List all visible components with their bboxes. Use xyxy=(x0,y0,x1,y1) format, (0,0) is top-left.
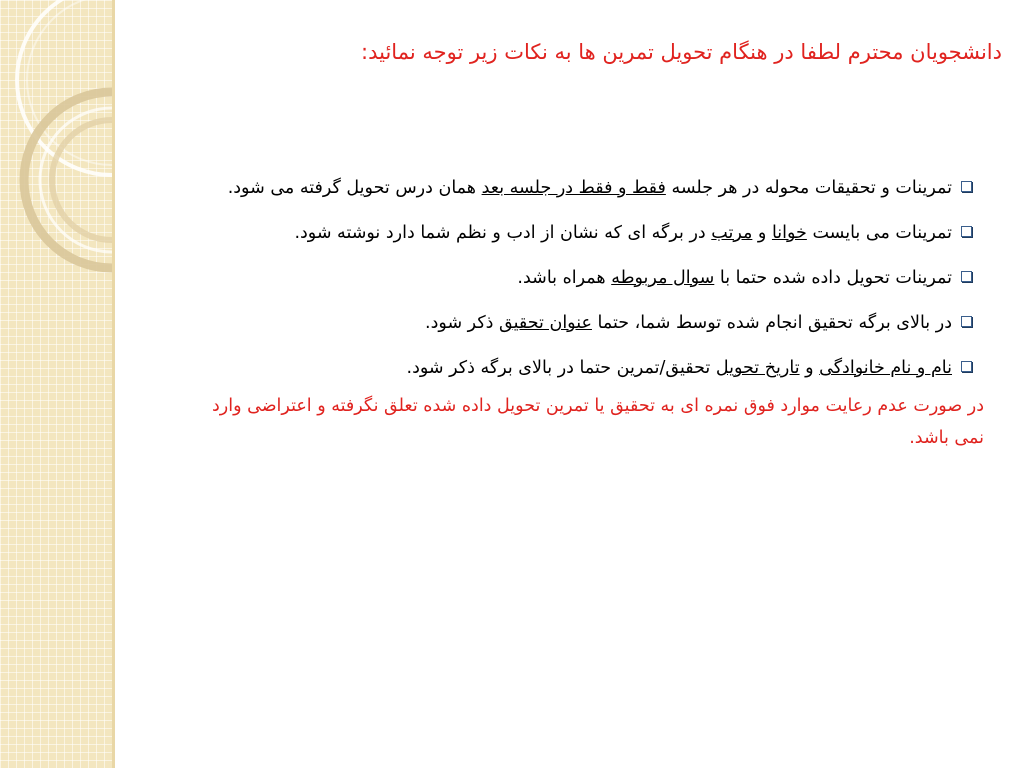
list-item xyxy=(180,352,974,384)
checkbox-square-icon xyxy=(961,181,972,192)
instructions-list xyxy=(180,172,974,384)
side-decoration-panel xyxy=(0,0,112,768)
item-text: تمرینات و تحقیقات محوله در هر جلسه فقط و فقط در جلسه بعد همان درس تحویل گرفته می شود. xyxy=(227,178,952,198)
item-text: تمرینات می بایست خوانا و مرتب در برگه ای که نشان از ادب و نظم شما دارد نوشته شود. xyxy=(294,223,952,243)
side-panel-edge xyxy=(112,0,115,768)
checkbox-square-icon xyxy=(961,316,972,327)
item-text: نام و نام خانوادگی و تاریخ تحویل تحقیق/تمرین حتما در بالای برگه ذکر شود. xyxy=(406,358,952,378)
checkbox-square-icon xyxy=(961,361,972,372)
page-title: دانشجویان محترم لطفا در هنگام تحویل تمرین ها به نکات زیر توجه نمائید: xyxy=(361,40,1002,64)
list-item xyxy=(180,172,974,204)
slide-body xyxy=(180,172,984,454)
warning-note: در صورت عدم رعایت موارد فوق نمره ای به تحقیق یا تمرین تحویل داده شده تعلق نگرفته و اعتراضی وارد نمی باشد. xyxy=(211,396,984,448)
item-text: تمرینات تحویل داده شده حتما با سوال مربوطه همراه باشد. xyxy=(517,268,952,288)
checkbox-square-icon xyxy=(961,226,972,237)
checkbox-square-icon xyxy=(961,271,972,282)
list-item xyxy=(180,307,974,339)
list-item xyxy=(180,262,974,294)
list-item xyxy=(180,217,974,249)
decorative-rings-icon xyxy=(0,0,112,768)
item-text: در بالای برگه تحقیق انجام شده توسط شما، حتما عنوان تحقیق ذکر شود. xyxy=(425,313,952,333)
